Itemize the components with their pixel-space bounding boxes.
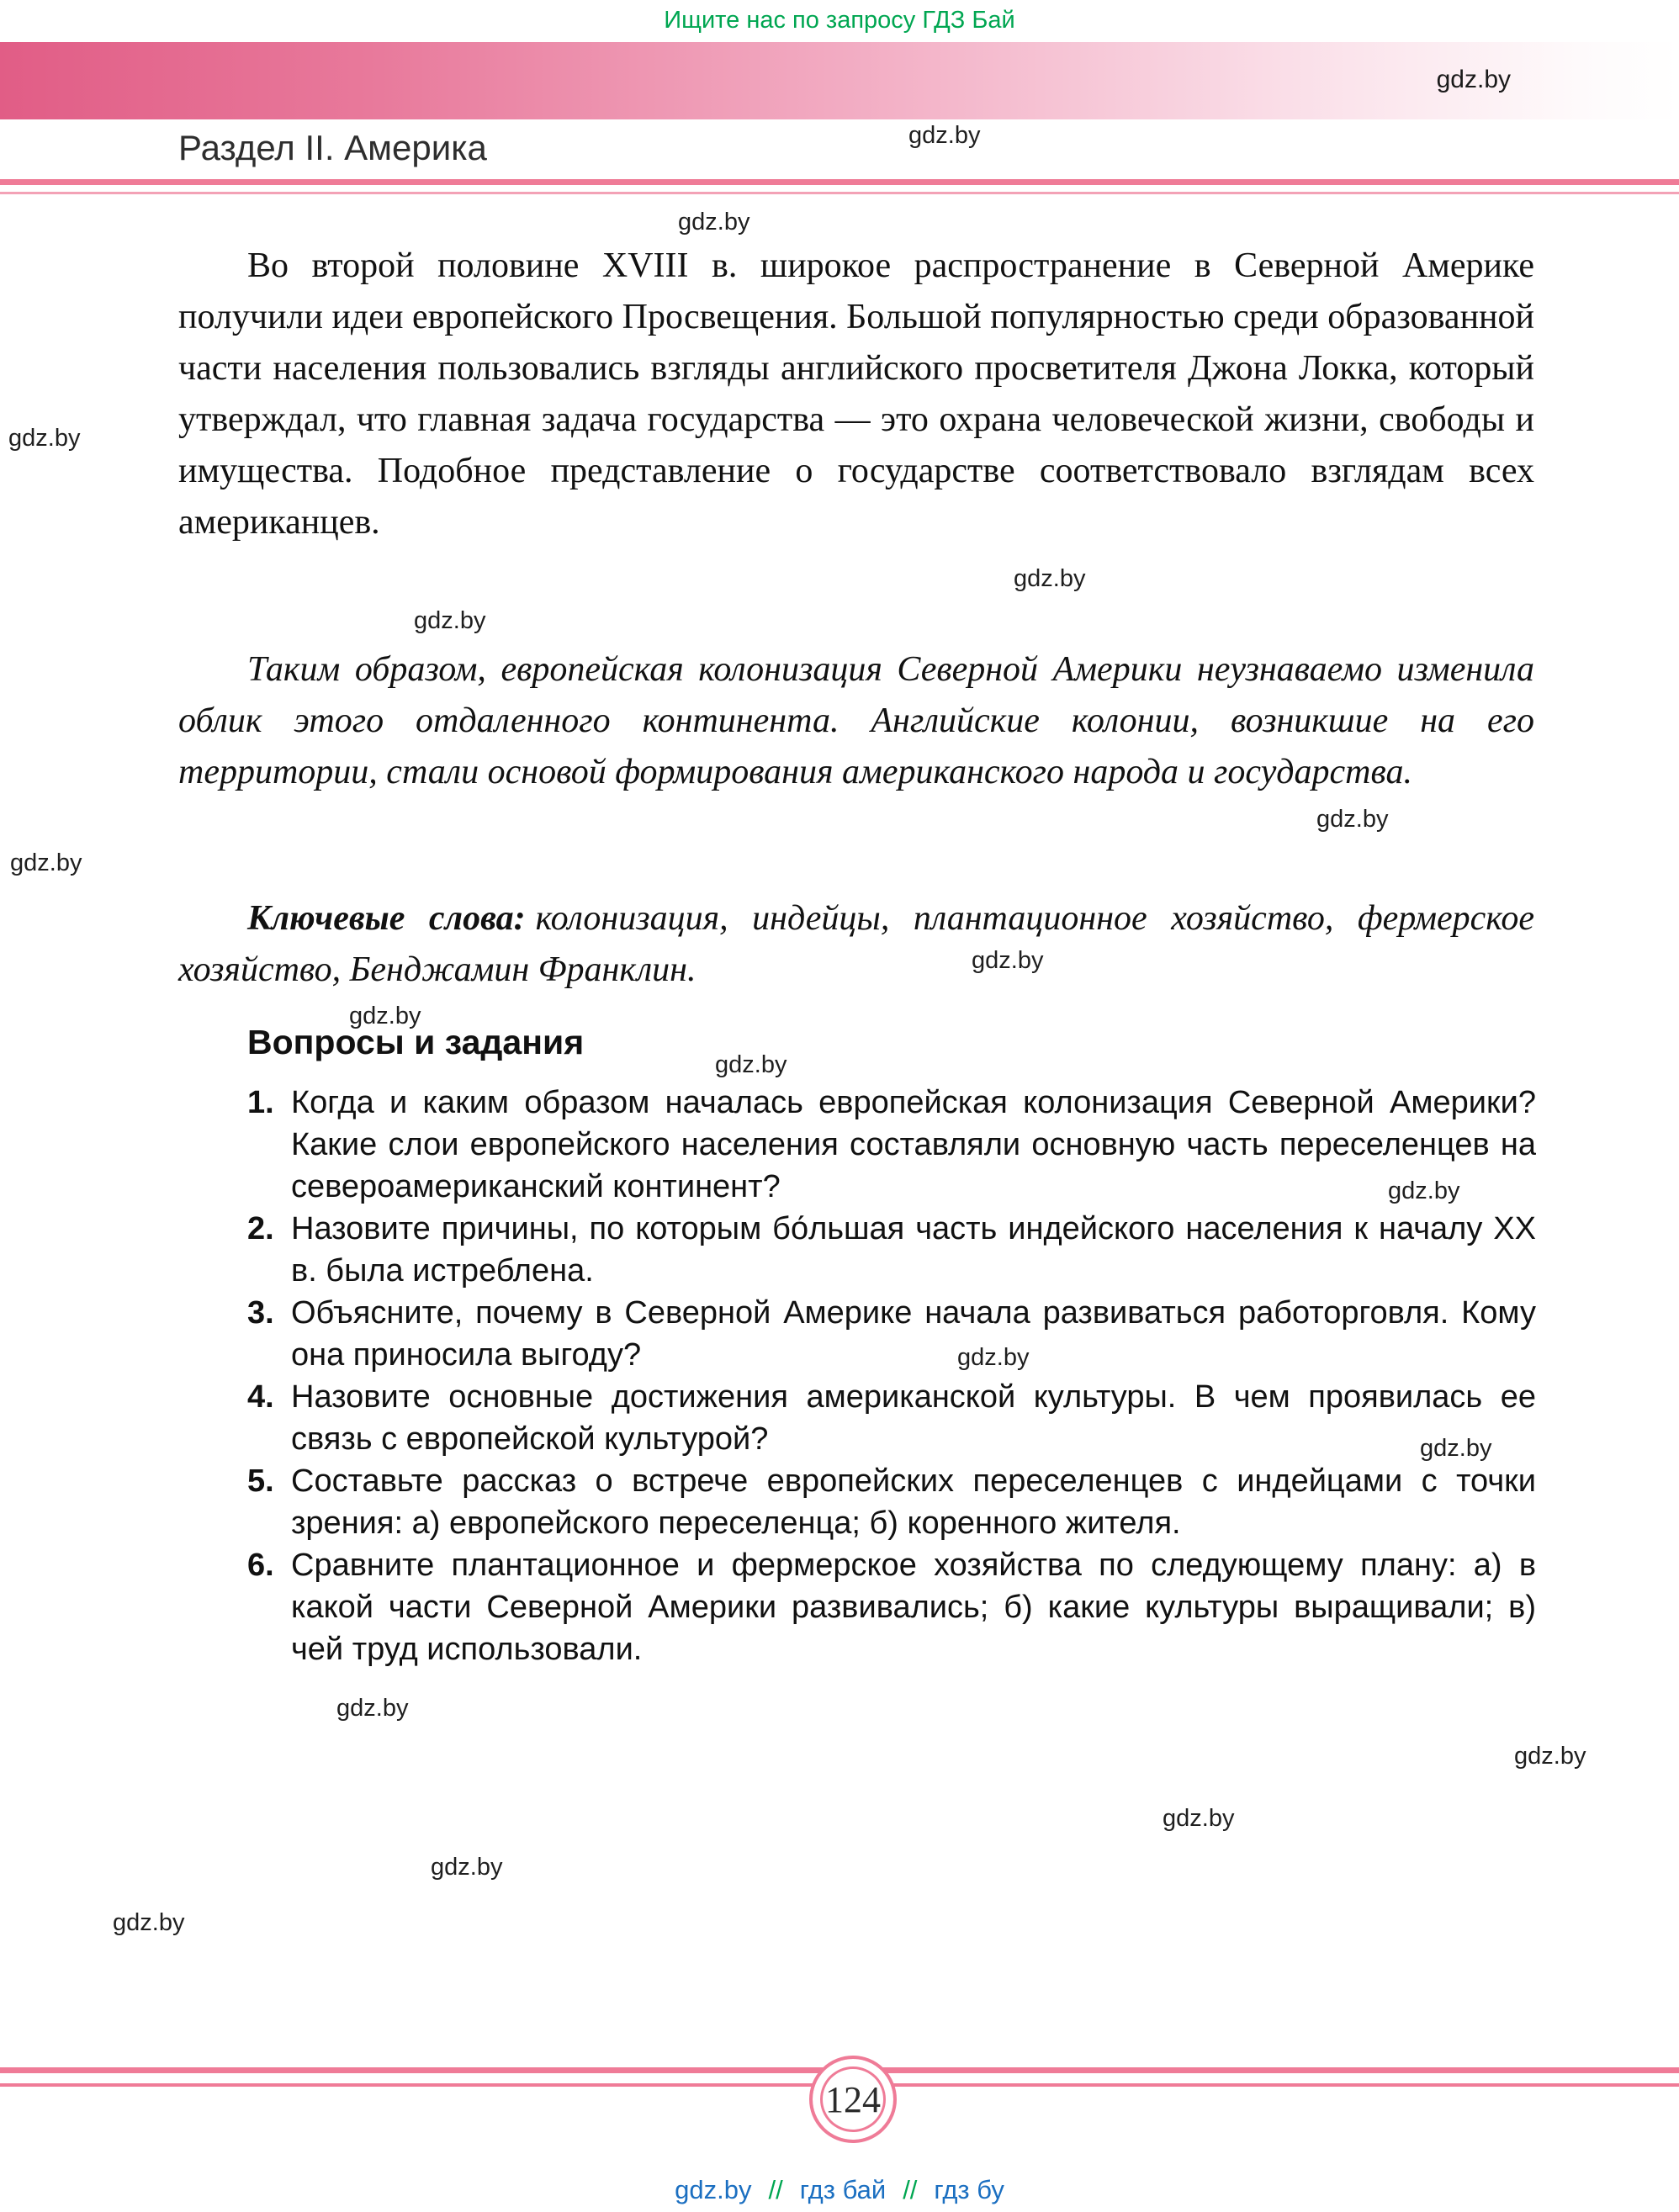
watermark-gdzby: gdz.by [349,1003,421,1029]
header-gradient-bar [0,42,1679,119]
question-item [247,1292,1536,1376]
watermark-gdzby: gdz.by [1514,1743,1586,1770]
question-text: Составьте рассказ о встрече европейских переселенцев с индейцами с точки зрения: а) европейского переселенца; б) коренного жителя. [291,1463,1536,1541]
keywords-text: колонизация, индейцы, плантационное хозяйство, фермерское хозяйство, Бенджамин Франклин. [178,899,1534,989]
header-rule-thick [0,179,1679,185]
watermark-gdzby: gdz.by [1316,806,1389,833]
watermark-gdzby: gdz.by [715,1051,787,1078]
footer-separator: // [903,2175,918,2204]
question-number: 2. [247,1211,274,1246]
question-text: Назовите причины, по которым бо́льшая часть индейского населения к началу XX в. была истреблена. [291,1211,1536,1289]
footer-link-gdzby: gdz.by [675,2175,752,2204]
question-number: 1. [247,1085,274,1120]
question-text: Объясните, почему в Северной Америке начала развиваться работорговля. Кому она приносила выгоду? [291,1295,1536,1373]
page-number-badge [809,2056,897,2143]
question-number: 3. [247,1295,274,1331]
watermark-gdzby: gdz.by [1420,1435,1492,1462]
section-title: Раздел II. Америка [178,128,487,167]
watermark-gdzby: gdz.by [8,425,81,452]
question-item [247,1544,1536,1670]
watermark-gdzby: gdz.by [414,607,486,634]
watermark-gdzby: gdz.by [10,849,82,876]
keywords-paragraph [178,893,1534,996]
watermark-gdzby: gdz.by [1388,1177,1460,1204]
questions-list [247,1082,1536,1670]
top-banner-text: Ищите нас по запросу ГДЗ Бай [664,7,1015,34]
watermark-gdzby: gdz.by [336,1695,409,1722]
paragraph-intro: Во второй половине XVIII в. широкое распространение в Северной Америке получили идеи европейского Просвещения. Большой популярностью среди образованной части населения пользовались взгляды английского просветителя Джона Локка, который утверждал, что главная задача государства — это охрана человеческой жизни, свободы и имущества. Подобное представление о государстве соответствовало взглядам всех американцев. [178,246,1534,542]
watermark-gdzby: gdz.by [1436,66,1511,93]
question-text: Когда и каким образом началась европейская колонизация Северной Америки? Какие слои европейского населения составляли основную часть переселенцев на североамериканский континент? [291,1085,1536,1204]
watermark-gdzby: gdz.by [113,1909,185,1936]
questions-heading: Вопросы и задания [247,1023,585,1061]
watermark-gdzby: gdz.by [908,122,981,149]
question-item [247,1376,1536,1460]
watermark-gdzby: gdz.by [678,209,750,235]
question-number: 6. [247,1548,274,1583]
keywords-label: Ключевые слова: [247,899,526,938]
footer-links [0,2175,1679,2205]
footer-link-gdz-bai: гдз бай [799,2175,887,2204]
header-rule-thin [0,192,1679,194]
question-item [247,1460,1536,1544]
watermark-gdzby: gdz.by [1014,565,1086,592]
question-item [247,1208,1536,1292]
watermark-gdzby: gdz.by [957,1344,1030,1371]
paragraph-summary: Таким образом, европейская колонизация Северной Америки неузнаваемо изменила облик этого отдаленного континента. Английские колонии, возникшие на его территории, стали основой формирования американского народа и государства. [178,650,1534,791]
watermark-gdzby: gdz.by [972,947,1044,974]
footer-separator: // [768,2175,783,2204]
watermark-gdzby: gdz.by [1163,1805,1235,1832]
page-number: 124 [825,2078,881,2120]
question-item [247,1082,1536,1208]
question-text: Сравните плантационное и фермерское хозяйства по следующему плану: а) в какой части Северной Америки развивались; б) какие культуры выращивали; в) чей труд использовали. [291,1548,1536,1667]
question-number: 4. [247,1379,274,1415]
watermark-gdzby: gdz.by [431,1854,503,1881]
question-text: Назовите основные достижения американской культуры. В чем проявилась ее связь с европейской культурой? [291,1379,1536,1457]
footer-link-gdz-bu: гдз бу [934,2175,1004,2204]
question-number: 5. [247,1463,274,1499]
